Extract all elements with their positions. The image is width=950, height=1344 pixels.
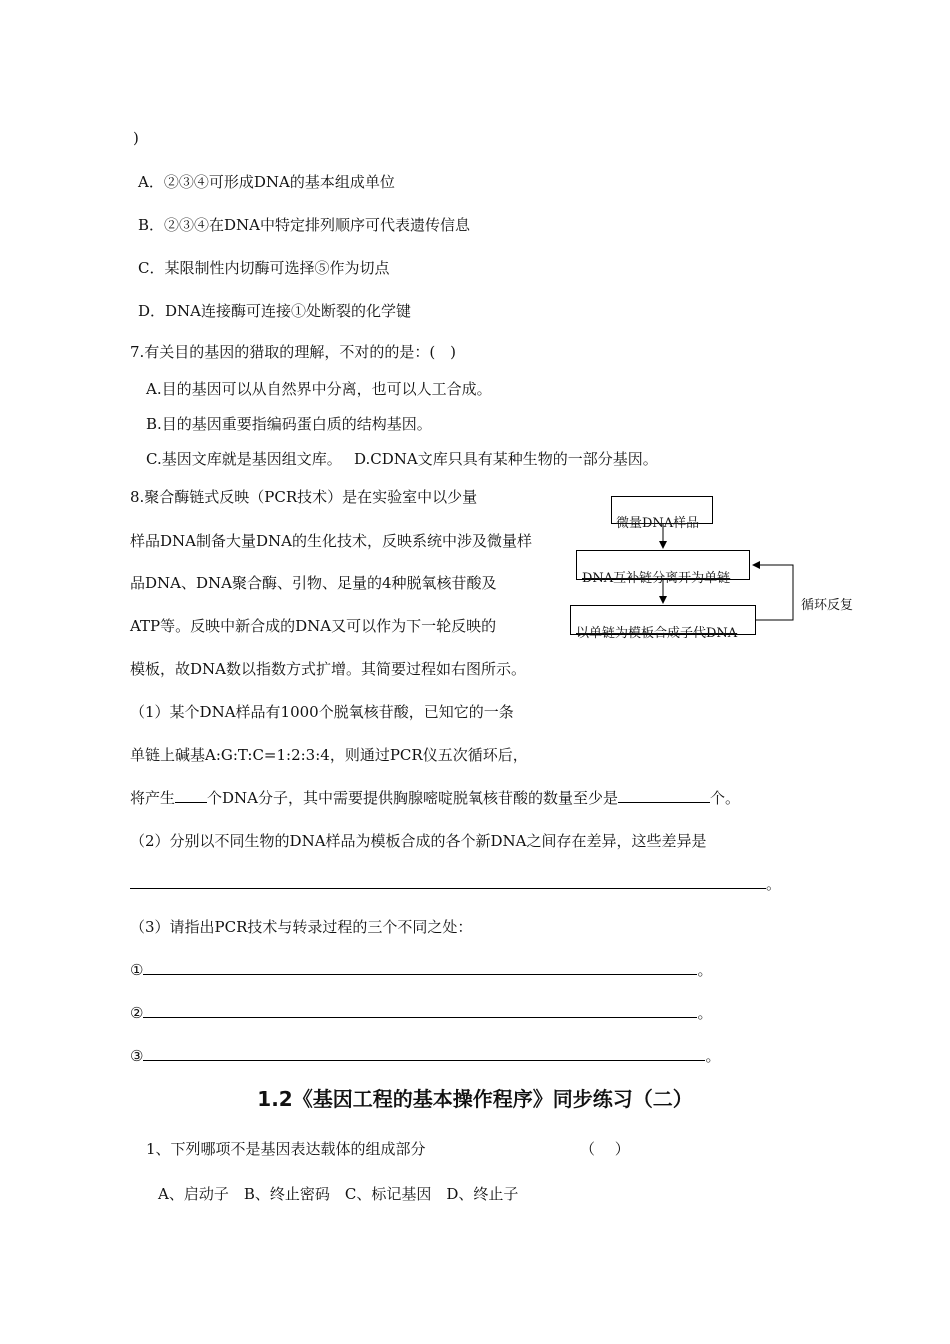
q6-option-d: D．DNA连接酶可连接①处断裂的化学键 [138, 302, 412, 320]
q7-stem: 7.有关目的基因的猎取的理解，不对的的是：( ) [130, 343, 457, 361]
flowchart-box-extend-label: 以单链为模板合成子代DNA [576, 626, 738, 641]
period: 。 [697, 1004, 713, 1022]
flowchart-loop-label: 循环反复 [801, 598, 854, 613]
section-q1-stem: 1、下列哪项不是基因表达载体的组成部分 [146, 1140, 426, 1158]
q8-line3: 品DNA、DNA聚合酶、引物、足量的4种脱氧核苷酸及 [130, 574, 497, 592]
q8-part1-suffix: 个。 [710, 789, 741, 807]
section-q1-options: A、启动子 B、终止密码 C、标记基因 D、终止子 [158, 1185, 519, 1203]
q6-option-b: B．②③④在DNA中特定排列顺序可代表遗传信息 [138, 216, 471, 234]
q8-part1-line1: （1）某个DNA样品有1000个脱氧核苷酸，已知它的一条 [130, 703, 514, 721]
q7-option-b: B.目的基因重要指编码蛋白质的结构基因。 [146, 415, 432, 433]
section-title: 1.2《基因工程的基本操作程序》同步练习（二） [257, 1087, 693, 1111]
q8-line4: ATP等。反映中新合成的DNA又可以作为下一轮反映的 [130, 617, 497, 635]
section-q1-paren: （ ） [580, 1140, 630, 1158]
q6-option-a: A．②③④可形成DNA的基本组成单位 [138, 173, 395, 191]
period: 。 [705, 1047, 721, 1065]
q8-part1-prefix: 将产生 [130, 789, 176, 807]
q8-line2: 样品DNA制备大量DNA的生化技术，反映系统中涉及微量样 [130, 532, 532, 550]
q8-part1-line2: 单链上碱基A:G:T:C=1:2:3:4，则通过PCR仪五次循环后， [130, 746, 528, 764]
q8-part3-stem: （3）请指出PCR技术与转录过程的三个不同之处： [130, 918, 473, 936]
loop-arrow [753, 565, 793, 620]
period: 。 [697, 961, 713, 979]
q6-paren: ) [133, 129, 139, 147]
flowchart-box-denature-label: DNA互补链分离开为单链 [582, 571, 731, 586]
q8-line5: 模板，故DNA数以指数方式扩增。其简要过程如右图所示。 [130, 660, 526, 678]
q8-part1-middle: 个DNA分子，其中需要提供胸腺嘧啶脱氧核苷酸的数量至少是 [207, 789, 619, 807]
circled-number-2: ② [130, 1004, 144, 1022]
q7-option-cd: C.基因文库就是基因组文库。 D.CDNA文库只具有某种生物的一部分基因。 [146, 450, 658, 468]
q7-option-a: A.目的基因可以从自然界中分离，也可以人工合成。 [146, 380, 492, 398]
flowchart-box-sample-label: 微量DNA样品 [616, 516, 700, 531]
period: 。 [766, 875, 782, 893]
circled-number-1: ① [130, 961, 144, 979]
q8-part2-stem: （2）分别以不同生物的DNA样品为模板合成的各个新DNA之间存在差异，这些差异是 [130, 832, 707, 850]
q6-option-c: C．某限制性内切酶可选择⑤作为切点 [138, 259, 390, 277]
q8-line1: 8.聚合酶链式反映（PCR技术）是在实验室中以少量 [130, 488, 478, 506]
circled-number-3: ③ [130, 1047, 144, 1065]
